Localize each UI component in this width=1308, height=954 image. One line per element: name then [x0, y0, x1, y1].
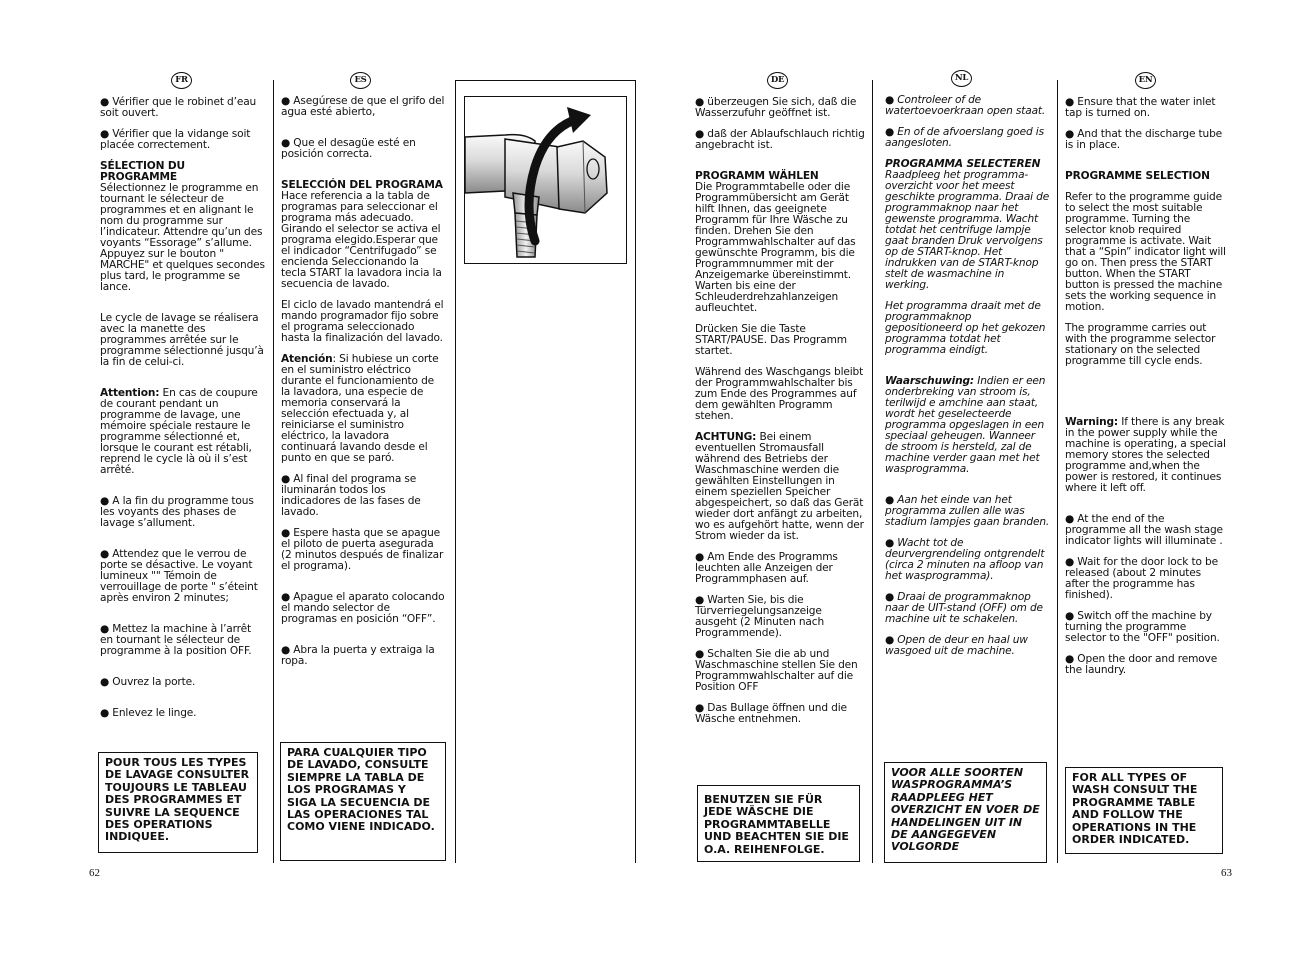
fr-attention-text: En cas de coupure de courant pendant un programme de lavage, une mémoire spéciale restaure le programme sélectionné et, lorsque le courant est rétabli, reprend le cycle là où il s’est arrêté.	[100, 387, 258, 476]
fr-open-door: ● Ouvrez la porte.	[100, 676, 196, 688]
de-remove-laundry: ● Das Bullage öffnen und die Wäsche entnehmen.	[695, 702, 847, 725]
es-attention-text: : Si hubiese un corte en el suministro eléctrico durante el funcionamiento de la lavadora, una especie de memoria conservará la selección efectuada y, al reiniciarse el suministro eléctrico, la lavadora continuará lavando desde el punto en que se paró.	[281, 353, 439, 464]
en-selection-text: Refer to the programme guide to select the most suitable programme. Turning the selector knob required programme is activate. Wait that a “Spin” indicator light will go on. Then press the START button. When the START button is pressed the machine sets the working sequence in motion.	[1065, 191, 1226, 313]
column-en	[1065, 97, 1227, 686]
tap-illustration-frame	[464, 96, 627, 264]
nl-heading-selection: PROGRAMMA SELECTEREN	[885, 158, 1041, 170]
en-switch-off: ● Switch off the machine by turning the programme selector to the "OFF" position.	[1065, 610, 1220, 644]
fr-attention-label: Attention:	[100, 387, 160, 399]
fr-check-tap: ● Vérifier que le robinet d’eau soit ouvert.	[100, 96, 257, 119]
de-end-lights: ● Am Ende des Programms leuchten alle Anzeigen der Programmphasen auf.	[695, 551, 838, 585]
de-check-tap: ● überzeugen Sie sich, daß die Wasserzufuhr geöffnet ist.	[695, 96, 857, 119]
fr-attention	[100, 388, 265, 476]
en-heading-selection: PROGRAMME SELECTION	[1065, 170, 1210, 182]
column-nl	[885, 95, 1051, 667]
de-selection-text: Die Programmtabelle oder die Programmübersicht am Gerät hilft Ihnen, das geeignete Programm für Ihre Wäsche zu finden. Drehen Sie den Programmwahlschalter auf das gewünschte Programm, bis die Programmnummer mit der Anzeigemarke übereinstimmt. Warten bis eine der Schleuderdrehzahlanzeigen aufleuchtet.	[695, 181, 856, 314]
top-rule-image-column	[455, 80, 636, 81]
nl-cycle-text: Het programma draait met de programmaknop gepositioneerd op het gekozen programma totdat het programma eindigt.	[885, 300, 1046, 356]
nl-notice-box: VOOR ALLE SOORTEN WASPROGRAMMA’S RAADPLEEG HET OVERZICHT EN VOER DE HANDELINGEN UIT IN DE AANGEGEVEN VOLGORDE	[884, 762, 1047, 863]
language-badge-nl: NL	[951, 70, 972, 87]
es-cycle-text: El ciclo de lavado mantendrá el mando programador fijo sobre el programa seleccionado hasta la finalización del lavado.	[281, 299, 444, 344]
en-warning-label: Warning:	[1065, 416, 1119, 428]
nl-attention-text: Indien er een onderbreking van stroom is, terilwijd e amchine aan staat, wordt het geselecteerde programma opgeslagen in een speciaal geheugen. Wanneer de stroom is hersteld, zal de machine verder gaan met het wasprogramma.	[885, 375, 1046, 475]
es-end-lights: ● Al final del programa se iluminarán todos los indicadores de las fases de lavado.	[281, 473, 421, 518]
es-heading-selection: SELECCIÓN DEL PROGRAMA	[281, 179, 443, 191]
page-number-left: 62	[89, 867, 100, 879]
column-divider-fr-es	[273, 80, 274, 863]
nl-selection-text: Raadpleeg het programma-overzicht voor het meest geschikte programma. Draai de programmaknop naar het gewenste programma. Wacht totdat het centrifuge lampje gaat branden Druk vervolgens op de START-knop. Het indrukken van de START-knop stelt de wasmachine in werking.	[885, 169, 1050, 291]
es-remove-laundry: ● Abra la puerta y extraiga la ropa.	[281, 644, 435, 667]
de-attention-text: Bei einem eventuellen Stromausfall während des Betriebs der Waschmaschine werden die gewählten Einstellungen in einem speziellen Speicher abgespeichert, so daß das Gerät wieder dort anfängt zu arbeiten, wo es aufgehört hatte, wenn der Strom wieder da ist.	[695, 431, 864, 542]
column-es	[281, 96, 446, 677]
fr-check-drain: ● Vérifier que la vidange soit placée correctement.	[100, 128, 251, 151]
de-switch-off: ● Schalten Sie die ab und Waschmaschine stellen Sie den Programmwahlschalter auf die Position OFF	[695, 648, 858, 693]
nl-attention-label: Waarschuwing:	[885, 375, 974, 387]
language-badge-de: DE	[767, 72, 788, 89]
en-door-lock: ● Wait for the door lock to be released (about 2 minutes after the programme has finished).	[1065, 556, 1218, 601]
column-de	[695, 97, 865, 735]
language-badge-en: EN	[1135, 72, 1156, 89]
water-tap-icon	[465, 97, 626, 263]
nl-door-lock: ● Wacht tot de deurvergrendeling ontgrendelt (circa 2 minuten na afloop van het wasprogramma).	[885, 537, 1045, 582]
en-end-lights: ● At the end of the programme all the wash stage indicator lights will illuminate .	[1065, 513, 1223, 547]
fr-remove-laundry: ● Enlevez le linge.	[100, 707, 197, 719]
de-heading-selection: PROGRAMM WÄHLEN	[695, 170, 819, 182]
en-notice-box: FOR ALL TYPES OF WASH CONSULT THE PROGRAMME TABLE AND FOLLOW THE OPERATIONS IN THE ORDER INDICATED.	[1065, 767, 1223, 854]
nl-remove-laundry: ● Open de deur en haal uw wasgoed uit de machine.	[885, 634, 1028, 657]
de-door-lock: ● Warten Sie, bis die Türverriegelungsanzeige ausgeht (2 Minuten nach Programmende).	[695, 594, 825, 639]
fr-end-lights: ● A la fin du programme tous les voyants des phases de lavage s’allument.	[100, 495, 254, 529]
de-attention-label: ACHTUNG:	[695, 431, 757, 443]
nl-check-tap: ● Controleer of de watertoevoerkraan open staat.	[885, 94, 1046, 117]
fr-door-lock: ● Attendez que le verrou de porte se désactive. Le voyant lumineux "" Témoin de verrouillage de porte " s’éteint après environ 2 minutes;	[100, 548, 258, 604]
de-cycle-text: Während des Waschgangs bleibt der Programmwahlschalter bis zum Ende des Programmes auf dem gewählten Programm stehen.	[695, 366, 864, 422]
en-check-tap: ● Ensure that the water inlet tap is turned on.	[1065, 96, 1216, 119]
language-badge-es: ES	[350, 72, 371, 89]
column-divider-de-nl	[872, 80, 873, 863]
es-door-lock: ● Espere hasta que se apague el piloto de puerta asegurada (2 minutos después de finalizar el programa).	[281, 527, 444, 572]
column-fr	[100, 97, 265, 729]
column-divider-nl-en	[1057, 80, 1058, 863]
en-remove-laundry: ● Open the door and remove the laundry.	[1065, 653, 1218, 676]
en-warning-text: If there is any break in the power supply while the machine is operating, a special memory stores the selected programme and,when the power is restored, it continues where it left off.	[1065, 416, 1226, 494]
column-divider-image-de	[635, 80, 636, 863]
es-check-drain: ● Que el desagüe esté en posición correcta.	[281, 137, 416, 160]
es-attention	[281, 354, 446, 464]
fr-switch-off: ● Mettez la machine à l’arrêt en tournant le sélecteur de programme à la position OFF.	[100, 623, 252, 657]
de-notice-box: BENUTZEN SIE FÜR JEDE WÄSCHE DIE PROGRAMMTABELLE UND BEACHTEN SIE DIE O.A. REIHENFOLGE.	[697, 785, 860, 862]
fr-cycle-text: Le cycle de lavage se réalisera avec la manette des programmes arrêtée sur le programme sélectionné jusqu’à la fin de celui-ci.	[100, 312, 264, 368]
nl-check-drain: ● En of de afvoerslang goed is aangesloten.	[885, 126, 1044, 149]
es-attention-label: Atención	[281, 353, 333, 365]
es-notice-box: PARA CUALQUIER TIPO DE LAVADO, CONSULTE SIEMPRE LA TABLA DE LOS PROGRAMAS Y SIGA LA SECUENCIA DE LAS OPERACIONES TAL COMO VIENE INDICADO.	[280, 742, 446, 861]
fr-heading-selection: SÉLECTION DU PROGRAMME	[100, 160, 185, 183]
en-warning	[1065, 417, 1227, 494]
en-cycle-text: The programme carries out with the programme selector stationary on the selected programme till cycle ends.	[1065, 322, 1216, 367]
fr-selection-text: Sélectionnez le programme en tournant le sélecteur de programmes et en alignant le nom du programme sur l’indicateur. Attendre qu’un des voyants “Essorage” s’allume. Appuyez sur le bouton " MARCHE" et quelques secondes plus tard, le programme se lance.	[100, 182, 265, 293]
nl-switch-off: ● Draai de programmaknop naar de UIT-stand (OFF) om de machine uit te schakelen.	[885, 591, 1043, 625]
es-selection-text: Hace referencia a la tabla de programas para seleccionar el programa más adecuado. Girando el selector se activa el programa elegido.Esperar que el indicador “Centrifugado” se encienda Seleccionando la tecla START la lavadora incia la secuencia de lavado.	[281, 190, 442, 290]
column-divider-es-image	[455, 80, 456, 863]
es-switch-off: ● Apague el aparato colocando el mando selector de programas en posición “OFF”.	[281, 591, 445, 625]
language-badge-fr: FR	[171, 72, 192, 89]
nl-end-lights: ● Aan het einde van het programma zullen alle was stadium lampjes gaan branden.	[885, 494, 1050, 528]
de-attention	[695, 432, 865, 542]
nl-attention	[885, 376, 1051, 475]
de-check-drain: ● daß der Ablaufschlauch richtig angebracht ist.	[695, 128, 865, 151]
fr-notice-box: POUR TOUS LES TYPES DE LAVAGE CONSULTER TOUJOURS LE TABLEAU DES PROGRAMMES ET SUIVRE LA SEQUENCE DES OPERATIONS INDIQUEE.	[98, 752, 258, 853]
page-number-right: 63	[1221, 867, 1232, 879]
en-check-drain: ● And that the discharge tube is in place.	[1065, 128, 1223, 151]
de-start-text: Drücken Sie die Taste START/PAUSE. Das Programm startet.	[695, 323, 847, 357]
es-check-tap: ● Asegúrese de que el grifo del agua esté abierto,	[281, 95, 445, 118]
